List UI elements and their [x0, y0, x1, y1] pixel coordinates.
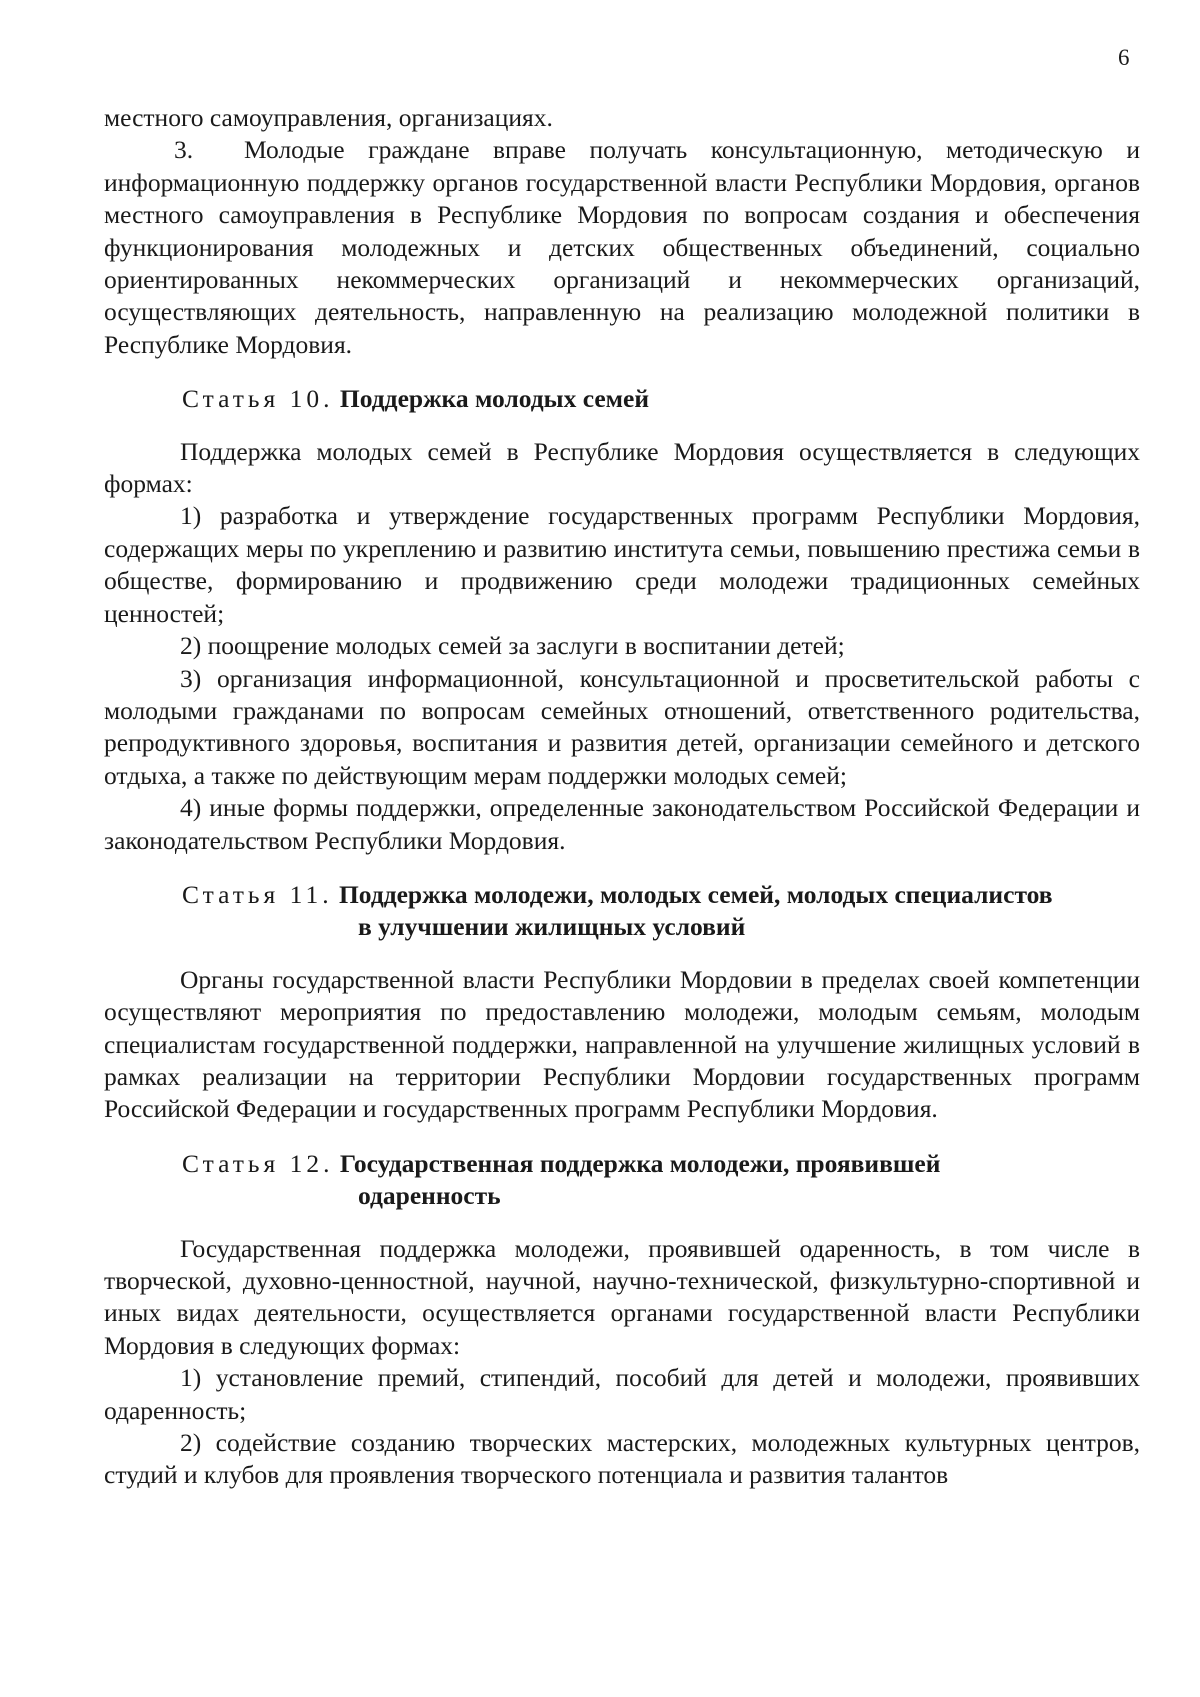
- article-10-item-2: 2) поощрение молодых семей за заслуги в воспитании детей;: [180, 631, 845, 661]
- article-12-item-2: 2) содействие созданию творческих мастерских, молодежных культурных центров, студий и клубов для проявления творческого потенциала и развития талантов: [104, 1428, 1140, 1490]
- article-heading-line2: в улучшении жилищных условий: [358, 912, 746, 942]
- item-number: 3.: [174, 135, 194, 165]
- article-label: Статья 10.: [182, 384, 334, 414]
- article-12-intro: Государственная поддержка молодежи, проявившей одаренность, в том числе в творческой, духовно-ценностной, научной, научно-технической, физкультурно-спортивной и иных видах деятельности, осуществляется органами государственной власти Республики Мордовия в следующих формах:: [104, 1233, 1140, 1360]
- article-11-title: [104, 879, 1140, 944]
- article-10-item-3: 3) организация информационной, консультационной и просветительской работы с молодыми гражданами по вопросам семейных отношений, ответственного родительства, репродуктивного здоровья, воспитания и развития детей, организации семейного и детского отдыха, а также по действующим мерам поддержки молодых семей;: [104, 663, 1140, 790]
- article-heading-line2: одаренность: [358, 1181, 501, 1211]
- document-body: [104, 102, 1140, 1492]
- article-10-item-1: 1) разработка и утверждение государственных программ Республики Мордовия, содержащих меры по укреплению и развитию института семьи, повышению престижа семьи в обществе, формированию и продвижению среди молодежи традиционных семейных ценностей;: [104, 501, 1140, 628]
- article-heading-line1: Государственная поддержка молодежи, проявившей: [339, 1148, 941, 1178]
- article-11-text: Органы государственной власти Республики Мордовии в пределах своей компетенции осуществляют мероприятия по предоставлению молодежи, молодым семьям, молодым специалистам государственной поддержки, направленной на улучшение жилищных условий в рамках реализации на территории Республики Мордовии государственных программ Российской Федерации и государственных программ Республики Мордовия.: [104, 964, 1140, 1124]
- article-10-intro: Поддержка молодых семей в Республике Мордовия осуществляется в следующих формах:: [104, 436, 1140, 499]
- item-text: Молодые граждане вправе получать консультационную, методическую и информационную поддержку органов государственной власти Республики Мордовия, органов местного самоуправления в Республике Мордовия по вопросам создания и обеспечения функционирования молодежных и детских общественных объединений, социально ориентированных некоммерческих организаций и некоммерческих организаций, осуществляющих деятельность, направленную на реализацию молодежной политики в Республике Мордовия.: [104, 135, 1140, 359]
- page-number: 6: [1118, 45, 1130, 70]
- article-label: Статья 12.: [182, 1148, 334, 1178]
- article-heading-line1: Поддержка молодежи, молодых семей, молодых специалистов: [338, 879, 1053, 909]
- article-10-title: [104, 383, 1140, 415]
- article-heading: Поддержка молодых семей: [339, 384, 650, 414]
- article-12-title: [104, 1148, 1140, 1213]
- paragraph-item-3: [104, 134, 1140, 361]
- article-label: Статья 11.: [182, 879, 333, 909]
- article-12-item-1: 1) установление премий, стипендий, пособий для детей и молодежи, проявивших одаренность;: [104, 1363, 1140, 1425]
- article-10-item-4: 4) иные формы поддержки, определенные законодательством Российской Федерации и законодательством Республики Мордовия.: [104, 793, 1140, 855]
- paragraph-continuation: местного самоуправления, организациях.: [104, 103, 553, 132]
